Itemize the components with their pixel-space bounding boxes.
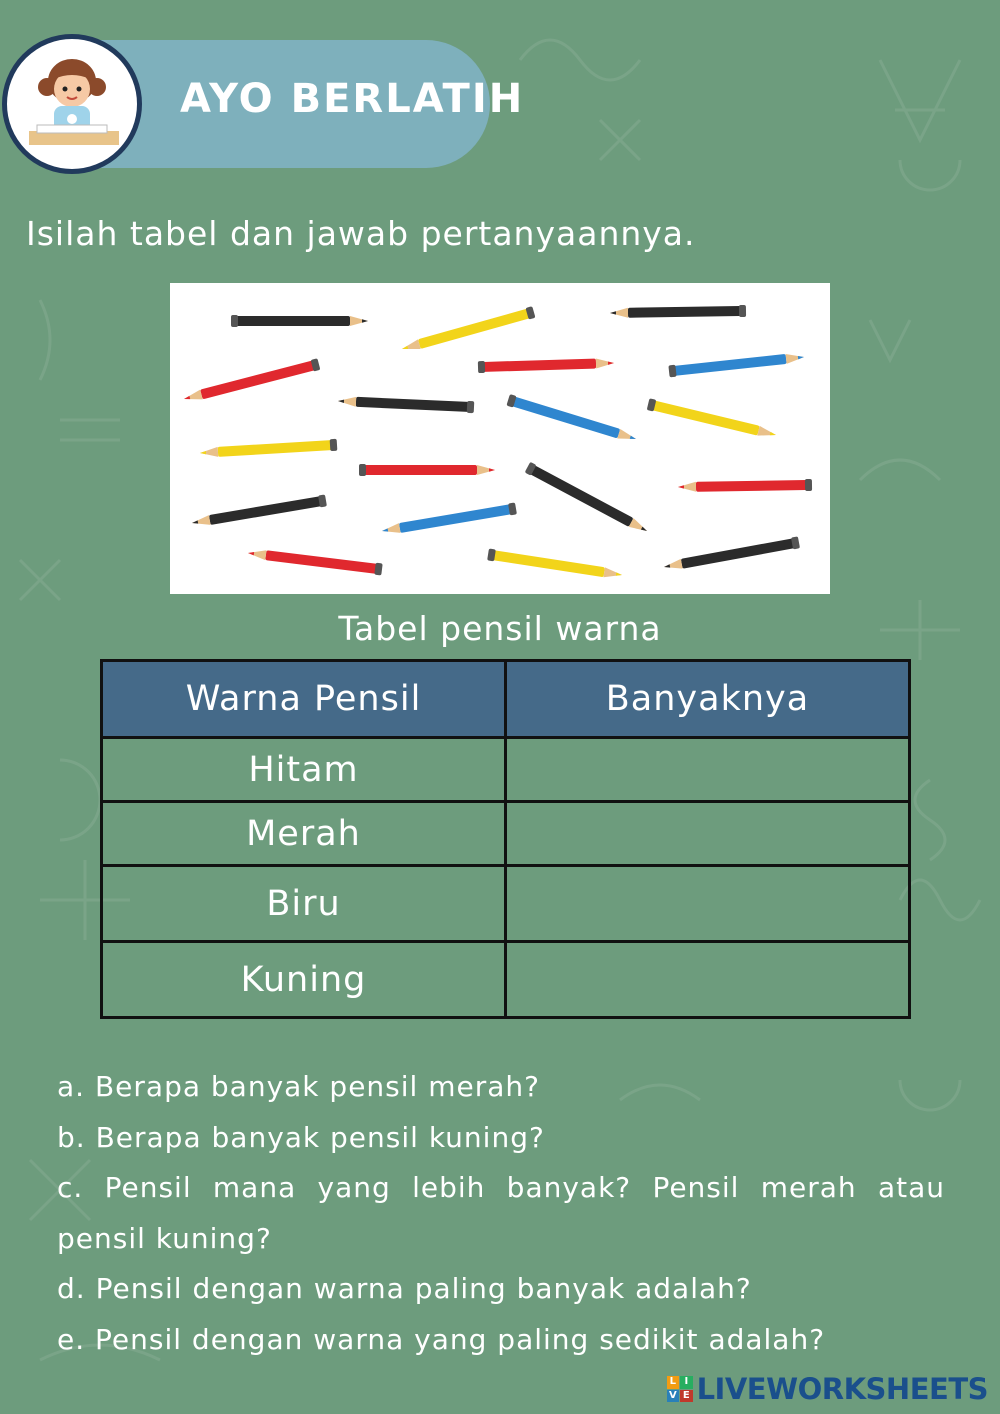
pencils-image (170, 283, 830, 594)
red-pencil (359, 464, 495, 476)
black-pencil (191, 494, 327, 528)
color-cell: Hitam (102, 738, 506, 802)
table-row (102, 866, 910, 942)
table-row (102, 738, 910, 802)
yellow-pencil (487, 548, 623, 580)
question-a: a. Berapa banyak pensil merah? (57, 1070, 540, 1103)
count-answer-cell[interactable] (506, 802, 910, 866)
blue-pencil (381, 502, 517, 536)
header-title: AYO BERLATIH (180, 76, 525, 122)
question-b: b. Berapa banyak pensil kuning? (57, 1120, 545, 1154)
yellow-pencil (400, 306, 535, 355)
color-cell: Biru (102, 866, 506, 942)
table-row (102, 802, 910, 866)
blue-pencil (506, 394, 637, 445)
black-pencil (231, 315, 368, 327)
color-cell: Merah (102, 802, 506, 866)
color-cell: Kuning (102, 942, 506, 1018)
girl-reading-icon (7, 39, 137, 169)
liveworksheets-logo (667, 1372, 988, 1406)
avatar (2, 34, 142, 174)
question-c: c. Pensil mana yang lebih banyak? Pensil merah atau pensil kuning? (57, 1171, 945, 1255)
black-pencil (525, 462, 650, 536)
table-header-row (102, 661, 910, 738)
blue-pencil (668, 351, 804, 377)
red-pencil (678, 479, 812, 493)
table-row (102, 942, 910, 1018)
red-pencil (182, 358, 320, 405)
red-pencil (478, 357, 614, 373)
pencil-count-table (100, 659, 911, 1019)
question-d: d. Pensil dengan warna paling banyak adalah? (57, 1272, 752, 1305)
black-pencil (610, 305, 746, 319)
black-pencil (338, 395, 475, 413)
question-e: e. Pensil dengan warna yang paling sedikit adalah? (57, 1322, 826, 1356)
table-caption: Tabel pensil warna (338, 609, 662, 648)
column-header-count: Banyaknya (506, 661, 910, 738)
liveworksheets-wordmark: LIVEWORKSHEETS (696, 1372, 988, 1406)
column-header-color: Warna Pensil (102, 661, 506, 738)
yellow-pencil (647, 398, 778, 441)
question-list (57, 1062, 945, 1365)
pencil-illustration (170, 283, 830, 594)
black-pencil (663, 536, 800, 573)
count-answer-cell[interactable] (506, 942, 910, 1018)
liveworksheets-mark-icon: L I V E (667, 1376, 693, 1402)
red-pencil (247, 547, 382, 575)
count-answer-cell[interactable] (506, 866, 910, 942)
yellow-pencil (200, 439, 338, 459)
count-answer-cell[interactable] (506, 738, 910, 802)
instruction-text: Isilah tabel dan jawab pertanyaannya. (26, 214, 696, 253)
